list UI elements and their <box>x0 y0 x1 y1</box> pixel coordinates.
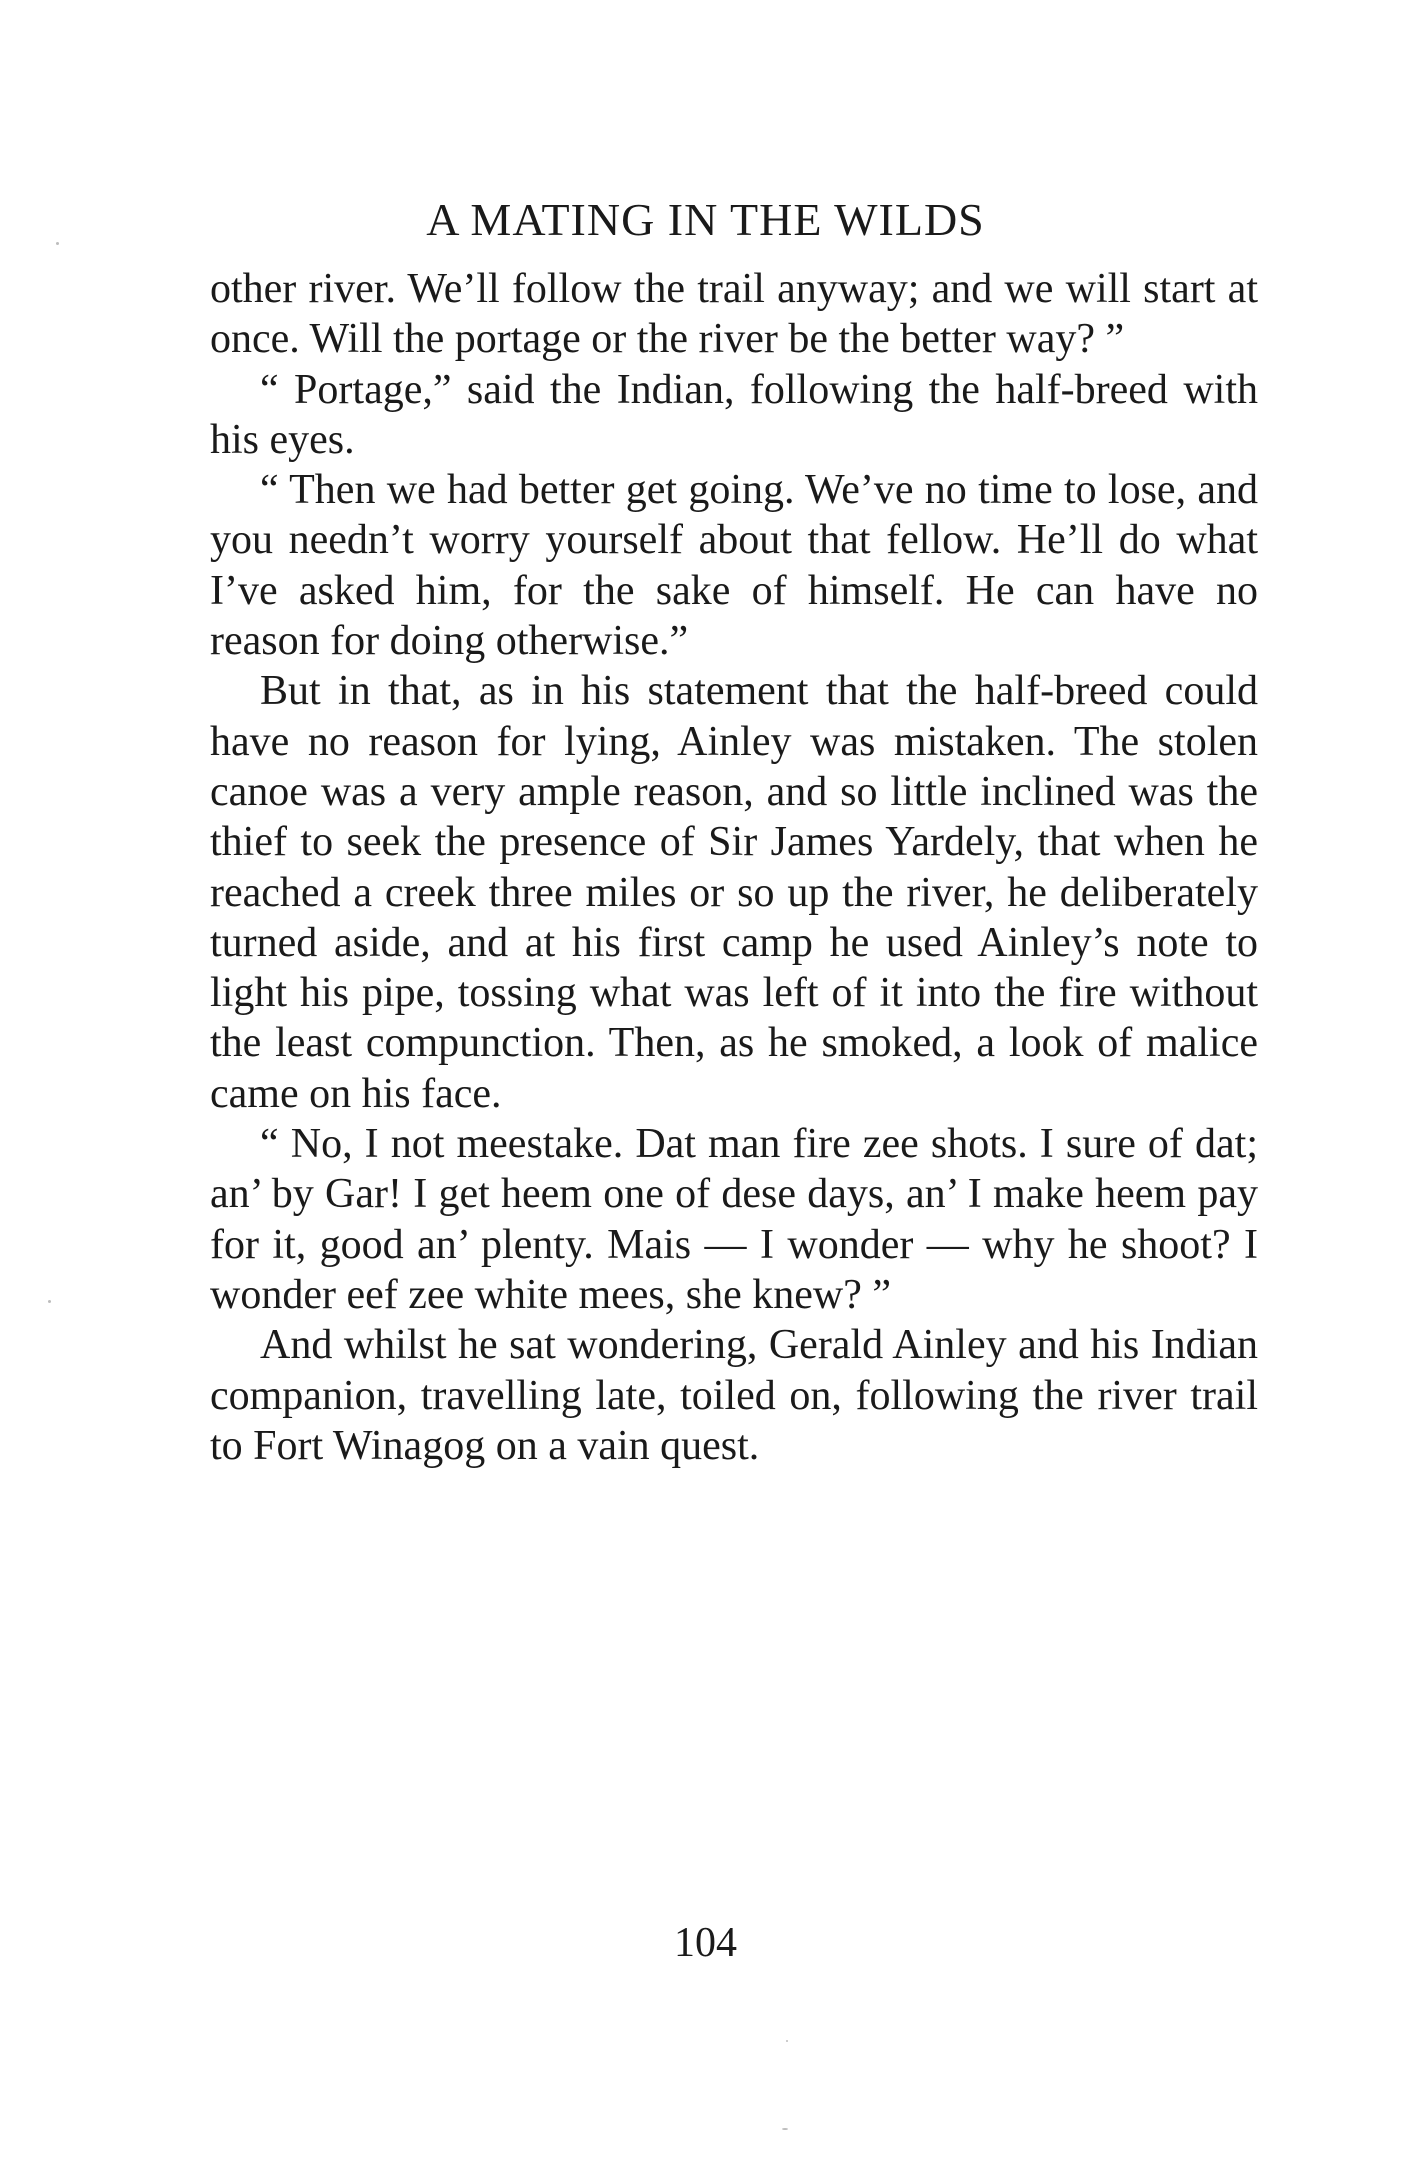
paper-speck <box>786 2040 788 2042</box>
paper-speck <box>48 1300 51 1303</box>
body-text <box>210 264 1258 1471</box>
paragraph-continued: other river. We’ll follow the trail anyway; and we will start at once. Will the portage or the river be the better way? ” <box>210 266 1258 363</box>
paragraph: “ No, I not meestake. Dat man fire zee shots. I sure of dat; an’ by Gar! I get heem one of dese days, an’ I make heem pay for it, good an’ plenty. Mais — I wonder — why he shoot? I wonder eef zee white mees, she knew? ” <box>210 1121 1258 1318</box>
paper-speck <box>782 2128 788 2130</box>
paragraph: “ Then we had better get going. We’ve no time to lose, and you needn’t worry yourself about that fellow. He’ll do what I’ve asked him, for the sake of himself. He can have no reason for doing otherwise.” <box>210 467 1258 665</box>
page-number: 104 <box>674 1920 737 1966</box>
paragraph: But in that, as in his statement that the half-breed could have no reason for lying, Ainley was mistaken. The stolen canoe was a very ample reason, and so little inclined was the thief to seek the presence of Sir James Yardely, that when he reached a creek three miles or so up the river, he deliberately turned aside, and at his first camp he used Ainley’s note to light his pipe, tossing what was left of it into the fire without the least compunction. Then, as he smoked, a look of malice came on his face. <box>210 668 1258 1117</box>
paragraph: “ Portage,” said the Indian, following the half-breed with his eyes. <box>210 366 1258 463</box>
running-head: A MATING IN THE WILDS <box>426 194 985 245</box>
paragraph: And whilst he sat wondering, Gerald Ainley and his Indian companion, travelling late, toiled on, following the river trail to Fort Winagog on a vain quest. <box>210 1322 1258 1469</box>
paper-speck <box>56 242 59 245</box>
